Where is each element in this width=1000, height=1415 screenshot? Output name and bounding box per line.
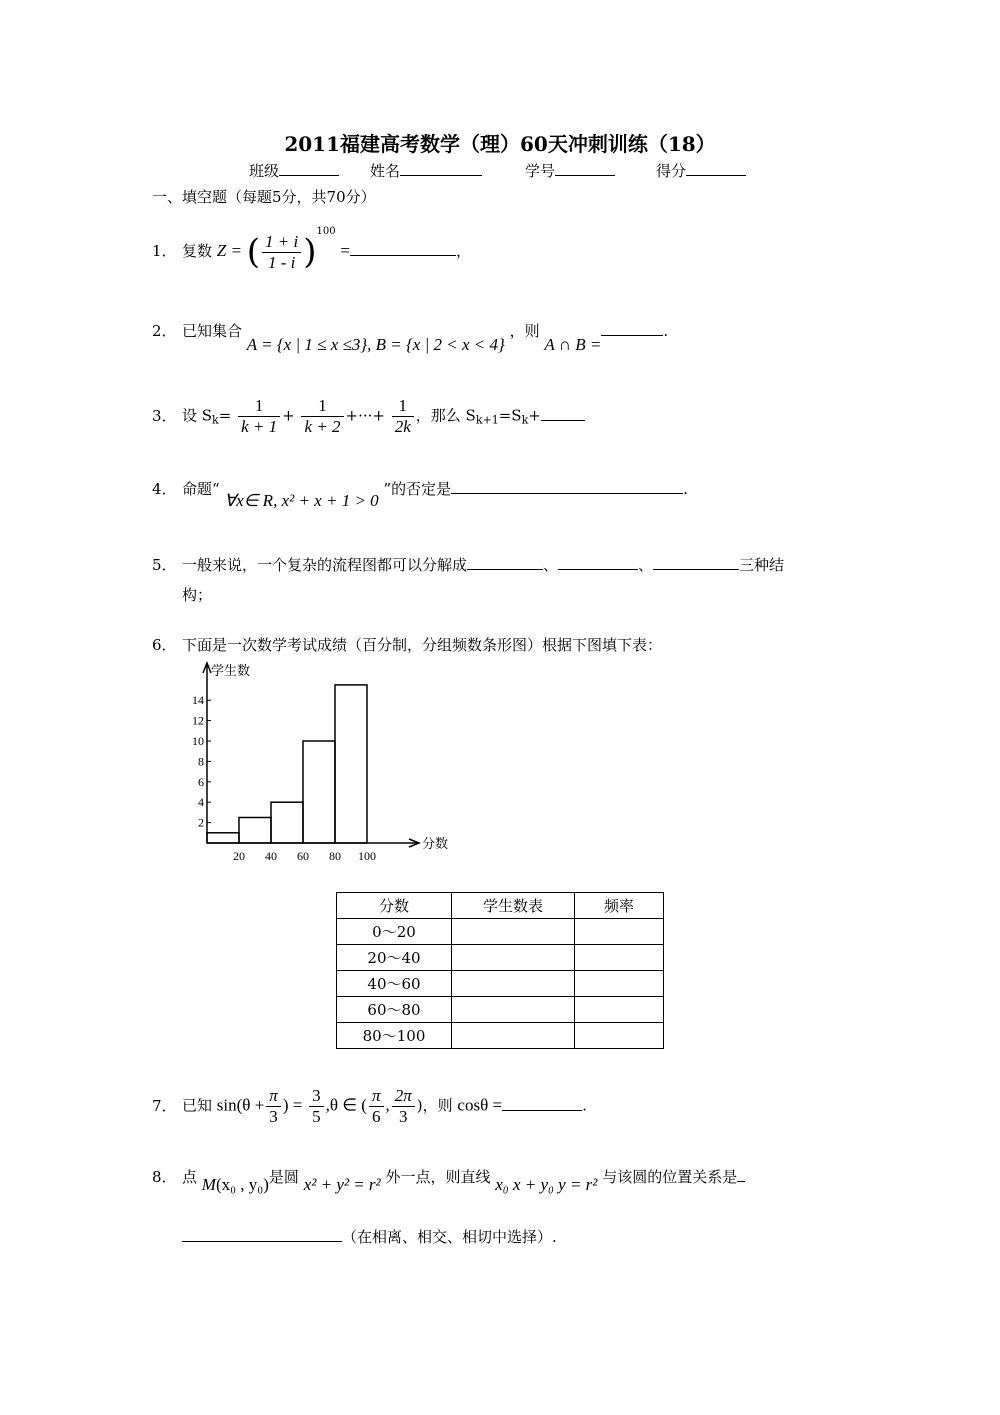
y-tick-label-12: 12 — [192, 713, 204, 728]
name-label: 姓名 — [370, 160, 482, 181]
y-tick-label-14: 14 — [192, 693, 204, 708]
id-label: 学号 — [525, 160, 615, 181]
x-tick-label-20: 20 — [233, 849, 245, 863]
question-4: 4． 命题“ ∀x∈ R, x² + x + 1 > 0 ”的否定是 . — [152, 480, 688, 510]
class-label: 班级 — [249, 160, 339, 181]
question-8: 8． 点 M(x₀ , y₀)是圆 x² + y² = r² 外一点，则直线 x₀ x + y₀ y = r² 与该圆的位置关系是 — [152, 1166, 745, 1187]
histogram-chart — [170, 655, 470, 870]
bar-20~40 — [239, 818, 271, 844]
y-axis-label: 学生数 — [211, 663, 251, 678]
question-5: 5． 一般来说，一个复杂的流程图都可以分解成 、 、 三种结 — [152, 556, 785, 574]
table-row: 20～40 — [337, 945, 664, 971]
x-tick-label-80: 80 — [329, 849, 341, 863]
bar-80~100 — [335, 685, 367, 843]
question-7: 7． 已知 sin(θ + $\frac{\pi}{3}$ ) = $\frac{3}{5}$ ,θ ∈ ( $\frac{\pi}{6}$ , $\frac{2\pi}{3}$ )，则 cosθ = . — [152, 1086, 587, 1126]
x-tick-label-40: 40 — [265, 849, 277, 863]
page-title: 2011福建高考数学（理）60天冲刺训练（18） — [284, 132, 716, 156]
frequency-table — [336, 892, 664, 1049]
section-heading: 一、填空题（每题5分，共70分） — [152, 188, 376, 206]
header-count: 学生数表 — [452, 893, 575, 919]
header-score: 分数 — [337, 893, 452, 919]
y-tick-label-8: 8 — [198, 754, 204, 769]
y-tick-label-4: 4 — [198, 795, 204, 810]
x-tick-label-60: 60 — [297, 849, 309, 863]
table-row: 40～60 — [337, 971, 664, 997]
score-label: 得分 — [656, 160, 746, 181]
bar-40~60 — [271, 802, 303, 843]
question-2: 2． 已知集合 A = {x | 1 ≤ x ≤3}, B = {x | 2 < x < 4} ，则 A ∩ B =. — [152, 322, 669, 354]
question-3: 3． 设 $S_k=$ $\frac{1}{k + 1}$ + $\frac{1}{k + 2}$ +···+ $\frac{1}{2k}$ ，那么 $S_{k+1}=S_k+$ — [152, 396, 585, 437]
y-tick-label-2: 2 — [198, 815, 204, 830]
question-5-line-2: 构； — [182, 586, 213, 604]
table-header-row — [337, 893, 664, 919]
table-row: 0～20 — [337, 919, 664, 945]
table-row: 60～80 — [337, 997, 664, 1023]
question-6: 6． 下面是一次数学考试成绩（百分制，分组频数条形图）根据下图填下表： — [152, 636, 663, 654]
bar-60~80 — [303, 741, 335, 843]
y-tick-label-10: 10 — [192, 734, 204, 748]
question-8-line-2: （在相离、相交、相切中选择）. — [182, 1226, 557, 1247]
question-1: 1． 复数 Z = ( $\frac{1 + i}{1 - i}$ )$^{100}$ = ， — [152, 226, 471, 272]
header-frequency: 频率 — [575, 893, 664, 919]
x-tick-label-100: 100 — [358, 849, 376, 863]
x-axis-label: 分数 — [422, 836, 449, 851]
table-row: 80～100 — [337, 1023, 664, 1049]
bar-0~20 — [207, 833, 239, 843]
y-tick-label-6: 6 — [198, 774, 204, 789]
